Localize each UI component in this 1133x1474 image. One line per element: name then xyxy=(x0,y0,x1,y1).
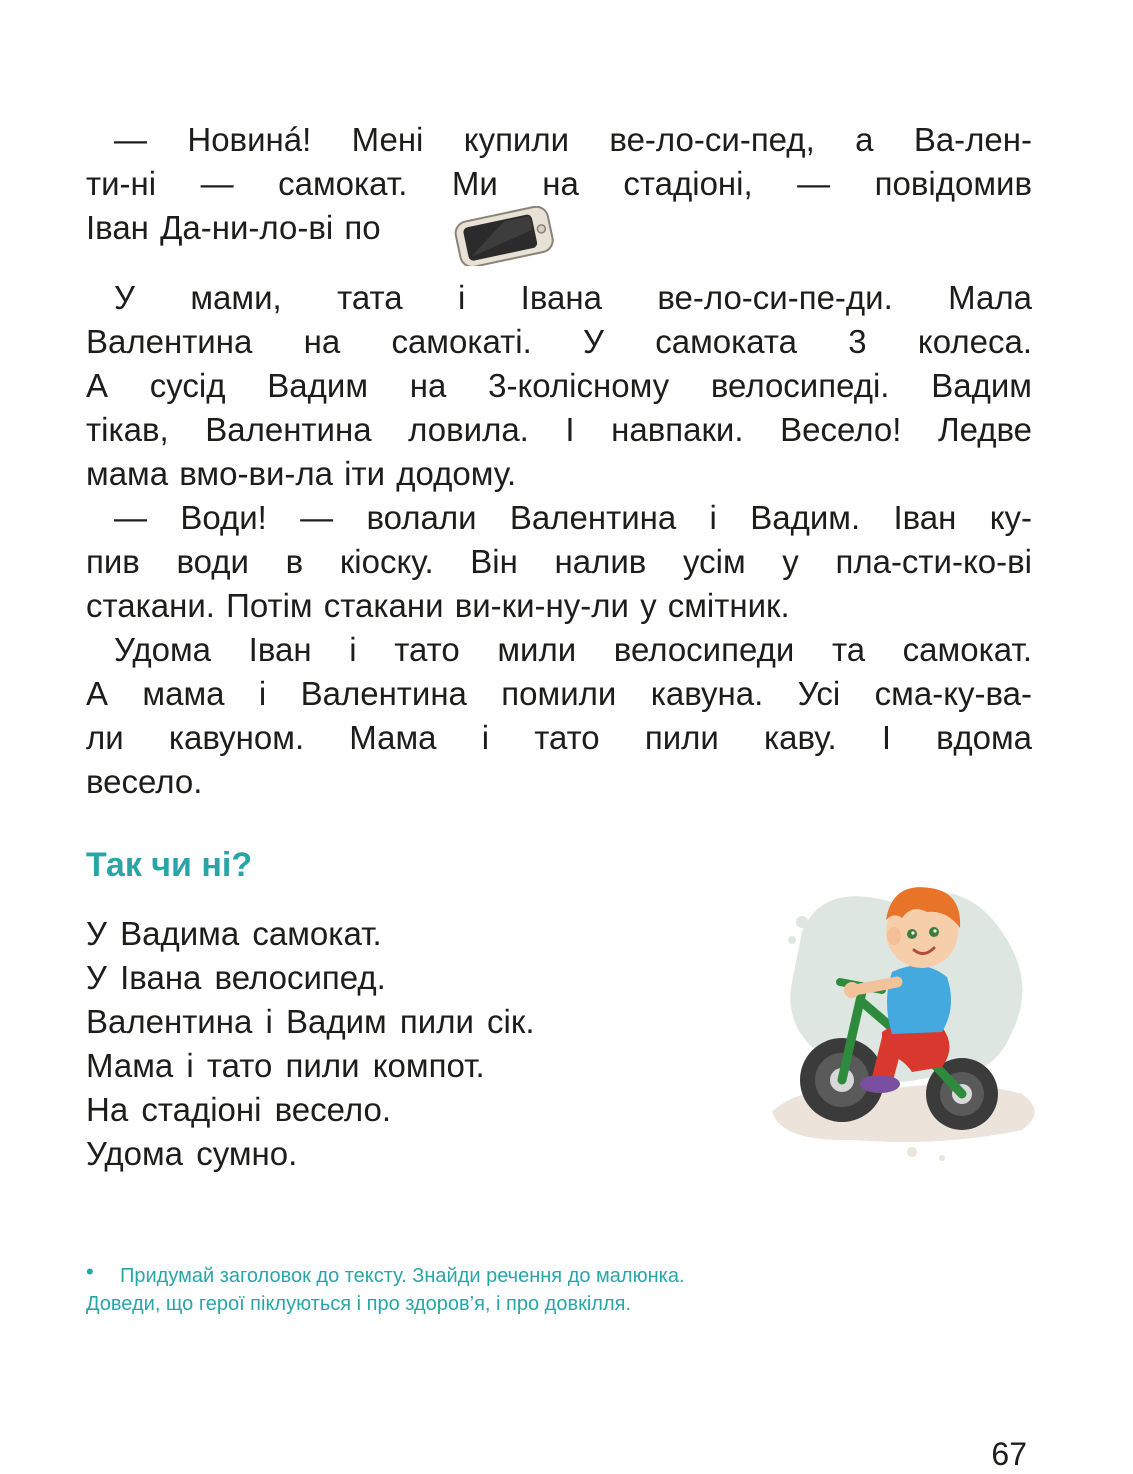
section-heading: Так чи ні? xyxy=(86,846,253,884)
story-line: весело. xyxy=(86,763,203,800)
story-line: стакани. Потім стакани ви-ки-ну-ли у смітник. xyxy=(86,587,790,624)
story-line: А сусід Вадим на 3-колісному велосипеді. Вадим xyxy=(86,367,1032,404)
bullet-icon: • xyxy=(86,1259,94,1284)
statement-item: Мама і тато пили компот. xyxy=(86,1047,485,1084)
statement-item: У Вадима самокат. xyxy=(86,915,382,952)
story-line: Валентина на самокаті. У самоката 3 колеса. xyxy=(86,323,1032,360)
statement-item: На стадіоні весело. xyxy=(86,1091,392,1128)
statement-item: У Івана велосипед. xyxy=(86,959,386,996)
story-line: пив води в кіоску. Він налив усім у пла-сти-ко-ві xyxy=(86,543,1032,580)
story-line xyxy=(86,206,1032,250)
task-note xyxy=(86,1259,726,1318)
story-line: ти-ні — самокат. Ми на стадіоні, — повідомив xyxy=(86,165,1032,202)
task-text: Придумай заголовок до тексту. Знайди речення до малюнка. Доведи, що герої піклуються і про здоров’я, і про довкілля. xyxy=(86,1265,685,1315)
story-line: А мама і Валентина помили кавуна. Усі сма-ку-ва- xyxy=(86,675,1032,712)
story-line: У мами, тата і Івана ве-ло-си-пе-ди. Мала xyxy=(114,279,1032,316)
statement-item: Удома сумно. xyxy=(86,1135,298,1172)
story-line: мама вмо-ви-ла іти додому. xyxy=(86,455,517,492)
story-line-text: Іван Да-ни-ло-ві по xyxy=(86,209,381,246)
boy-on-tricycle-illustration xyxy=(762,862,1042,1162)
statement-item: Валентина і Вадим пили сік. xyxy=(86,1003,535,1040)
story-line: тікав, Валентина ловила. І навпаки. Весело! Ледве xyxy=(86,411,1032,448)
story-line: ли кавуном. Мама і тато пили каву. І вдома xyxy=(86,719,1032,756)
story-line: Удома Іван і тато мили велосипеди та самокат. xyxy=(114,631,1032,668)
story-line: — Води! — волали Валентина і Вадим. Іван ку- xyxy=(114,499,1032,536)
phone-icon xyxy=(447,206,559,266)
page-number: 67 xyxy=(991,1436,1027,1472)
story-line: — Новинá! Мені купили ве-ло-си-пед, а Ва-лен- xyxy=(114,121,1032,158)
